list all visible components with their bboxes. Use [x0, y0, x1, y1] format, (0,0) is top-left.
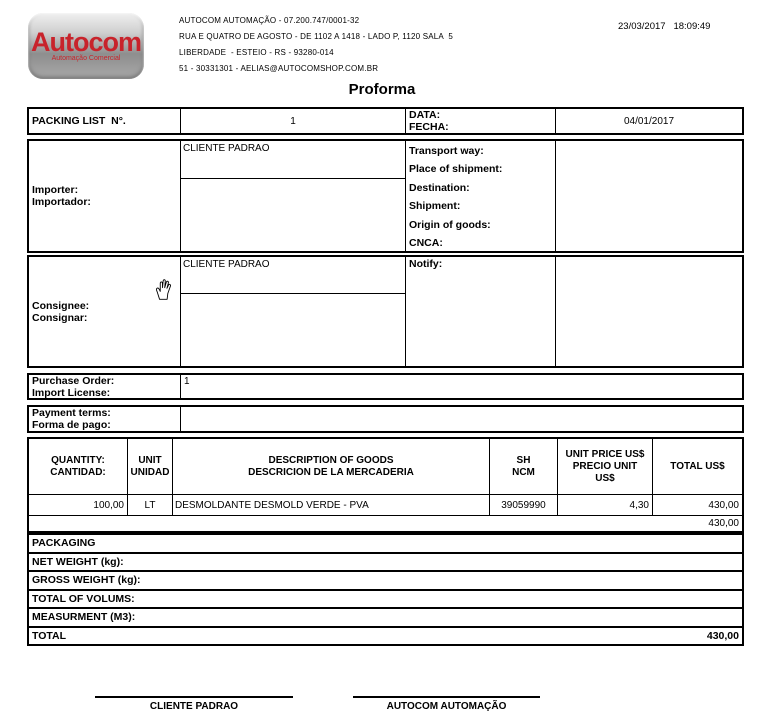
date-label-cell [405, 109, 555, 133]
grand-total-row [29, 626, 742, 645]
document-title: Proforma [348, 81, 416, 98]
consignee-name: CLIENTE PADRAO [181, 257, 405, 294]
company-line: AUTOCOM AUTOMAÇÃO - 07.200.747/0001-32 [179, 16, 360, 25]
total-header: TOTAL US$ [670, 460, 725, 472]
sh-ncm-column-header [489, 439, 557, 494]
payment-terms-label: Payment terms: [32, 407, 111, 419]
date-value: 04/01/2017 [623, 115, 675, 127]
payment-terms-value-cell [180, 407, 742, 431]
unit-price-column-header [557, 439, 652, 494]
purchase-order-value: 1 [184, 376, 190, 387]
unit-column-header [127, 439, 172, 494]
shipment-label: Shipment: [409, 200, 461, 213]
unit-header-es: UNIDAD [130, 466, 170, 478]
destination-label: Destination: [409, 181, 470, 194]
total-volums-label: TOTAL OF VOLUMS: [32, 592, 135, 605]
goods-table-row [29, 495, 742, 515]
import-license-label: Import License: [32, 386, 111, 398]
grand-total-label: TOTAL [32, 629, 67, 642]
summary-section [27, 533, 744, 646]
date-value-cell [555, 109, 742, 133]
row-description: DESMOLDANTE DESMOLD VERDE - PVA [172, 495, 489, 515]
consignee-name-cell [180, 257, 405, 366]
company-line: LIBERDADE - ESTEIO - RS - 93280-014 [179, 48, 334, 57]
payment-terms-section [27, 405, 744, 433]
importer-section [27, 139, 744, 253]
logo-tagline-text: Automação Comercial [51, 55, 121, 62]
packaging-label: PACKAGING [32, 537, 96, 550]
purchase-order-label: Purchase Order: [32, 375, 115, 387]
quantity-header-en: QUANTITY: [51, 454, 105, 466]
net-weight-row [29, 552, 742, 571]
date-label-es: FECHA: [409, 121, 449, 133]
net-weight-label: NET WEIGHT (kg): [32, 555, 124, 568]
notify-label: Notify: [409, 258, 443, 270]
place-of-shipment-label: Place of shipment: [409, 163, 503, 176]
quantity-header-es: CANTIDAD: [50, 466, 106, 478]
total-volums-row [29, 589, 742, 608]
total-column-header [652, 439, 742, 494]
unit-price-header-en: UNIT PRICE US$ [565, 448, 645, 460]
packing-list-number: 1 [290, 115, 296, 127]
consignee-label-cell [29, 257, 180, 366]
unit-price-header-cur: US$ [595, 472, 615, 484]
shipping-values-cell [555, 141, 742, 251]
origin-of-goods-label: Origin of goods: [409, 218, 491, 231]
row-total: 430,00 [652, 495, 742, 515]
payment-terms-label-cell [29, 407, 180, 431]
row-unit: LT [127, 495, 172, 515]
purchase-order-value-cell [180, 375, 742, 398]
packing-list-label: PACKING LIST N°. [32, 115, 126, 127]
company-line: 51 - 30331301 - AELIAS@AUTOCOMSHOP.COM.BR [179, 64, 379, 73]
unit-header-en: UNIT [138, 454, 162, 466]
company-address-block [179, 13, 453, 77]
notify-value-cell [555, 257, 742, 366]
consignee-label-es: Consignar: [32, 311, 88, 324]
ncm-header: NCM [512, 466, 535, 478]
description-column-header [172, 439, 489, 494]
goods-subtotal: 430,00 [29, 515, 742, 531]
row-unit-price: 4,30 [557, 495, 652, 515]
sh-header: SH [516, 454, 531, 466]
forma-de-pago-label: Forma de pago: [32, 419, 111, 431]
description-header-en: DESCRIPTION OF GOODS [268, 454, 394, 466]
purchase-order-label-cell [29, 375, 180, 398]
gross-weight-label: GROSS WEIGHT (kg): [32, 574, 141, 587]
goods-table [27, 437, 744, 533]
importer-label-en: Importer: [32, 184, 79, 196]
packing-list-number-cell [180, 109, 405, 133]
goods-table-header [29, 439, 742, 495]
company-line: RUA E QUATRO DE AGOSTO - DE 1102 A 1418 - LADO P, 1120 SALA 5 [179, 32, 454, 41]
packaging-row [29, 535, 742, 552]
company-signature-line: AUTOCOM AUTOMAÇÃO [353, 696, 540, 712]
cnca-label: CNCA: [409, 237, 443, 250]
hand-cursor-icon [152, 277, 174, 301]
row-quantity: 100,00 [93, 499, 124, 511]
importer-name-cell [180, 141, 405, 251]
gross-weight-row [29, 570, 742, 589]
purchase-order-section [27, 373, 744, 400]
unit-price-header-es: PRECIO UNIT [572, 460, 638, 472]
consignee-section [27, 255, 744, 368]
client-signature-line: CLIENTE PADRAO [95, 696, 293, 712]
packing-list-row [27, 107, 744, 135]
measurment-row [29, 607, 742, 626]
description-header-es: DESCRICION DE LA MERCADERIA [248, 466, 414, 478]
shipping-labels-cell [405, 141, 555, 251]
grand-total-value: 430,00 [706, 629, 739, 642]
print-timestamp: 23/03/2017 18:09:49 [618, 21, 711, 32]
row-sh-ncm: 39059990 [489, 495, 557, 515]
measurment-label: MEASURMENT (M3): [32, 611, 136, 624]
date-label-en: DATA: [409, 109, 441, 121]
consignee-label-en: Consignee: [32, 299, 90, 312]
importer-name: CLIENTE PADRAO [181, 141, 405, 179]
quantity-column-header [29, 439, 127, 494]
importer-label-es: Importador: [32, 196, 91, 208]
notify-label-cell [405, 257, 555, 366]
importer-label-cell [29, 141, 180, 251]
company-logo [28, 13, 144, 79]
logo-brand-text: Autocom [31, 27, 141, 57]
packing-list-label-cell [29, 109, 180, 133]
transport-way-label: Transport way: [409, 145, 484, 157]
